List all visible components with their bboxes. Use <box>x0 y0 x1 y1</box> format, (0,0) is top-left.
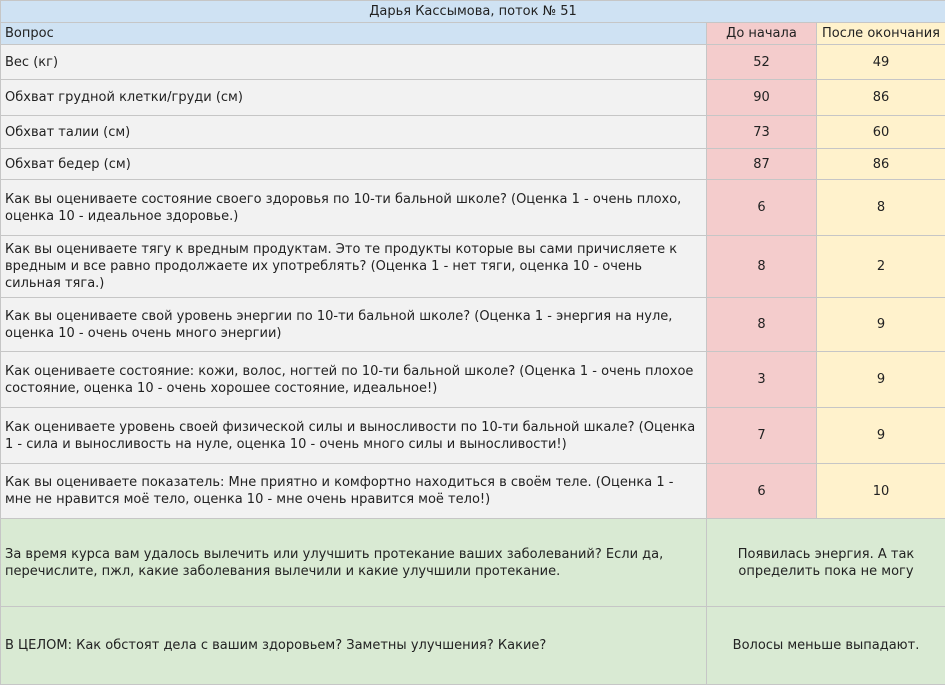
table-row <box>1 116 945 149</box>
before-value: 6 <box>707 464 817 519</box>
table-row <box>1 464 945 519</box>
after-value: 9 <box>817 408 945 464</box>
question-cell: Как оцениваете состояние: кожи, волос, ногтей по 10-ти бальной школе? (Оценка 1 - очень плохое состояние, оценка 10 - очень хорошее состояние, идеальное!) <box>1 352 707 408</box>
table-title: Дарья Кассымова, поток № 51 <box>1 1 945 23</box>
summary-question: За время курса вам удалось вылечить или улучшить протекание ваших заболеваний? Если да, перечислите, пжл, какие заболевания вылечили и какие улучшили протекание. <box>1 519 707 607</box>
summary-question: В ЦЕЛОМ: Как обстоят дела с вашим здоровьем? Заметны улучшения? Какие? <box>1 607 707 685</box>
question-cell: Обхват грудной клетки/груди (см) <box>1 80 707 116</box>
summary-row <box>1 607 945 685</box>
question-cell: Обхват бедер (см) <box>1 149 707 180</box>
before-value: 3 <box>707 352 817 408</box>
before-value: 6 <box>707 180 817 236</box>
question-cell: Как вы оцениваете тягу к вредным продуктам. Это те продукты которые вы сами причисляете к вредным и все равно продолжаете их употреблять? (Оценка 1 - нет тяги, оценка 10 - очень сильная тяга.) <box>1 236 707 298</box>
table-row <box>1 45 945 80</box>
before-value: 90 <box>707 80 817 116</box>
summary-row <box>1 519 945 607</box>
summary-answer: Волосы меньше выпадают. <box>707 607 945 685</box>
after-value: 8 <box>817 180 945 236</box>
after-value: 9 <box>817 298 945 352</box>
before-value: 52 <box>707 45 817 80</box>
before-value: 8 <box>707 298 817 352</box>
after-value: 10 <box>817 464 945 519</box>
header-before: До начала <box>707 23 817 45</box>
before-value: 87 <box>707 149 817 180</box>
table-row <box>1 352 945 408</box>
after-value: 86 <box>817 149 945 180</box>
question-cell: Как вы оцениваете показатель: Мне приятно и комфортно находиться в своём теле. (Оценка 1 - мне не нравится моё тело, оценка 10 - мне очень нравится моё тело!) <box>1 464 707 519</box>
after-value: 9 <box>817 352 945 408</box>
table-row <box>1 80 945 116</box>
question-cell: Как оцениваете уровень своей физической силы и выносливости по 10-ти бальной шкале? (Оценка 1 - сила и выносливость на нуле, оценка 10 - очень много силы и выносливости!) <box>1 408 707 464</box>
question-cell: Как вы оцениваете свой уровень энергии по 10-ти бальной школе? (Оценка 1 - энергия на нуле, оценка 10 - очень очень много энергии) <box>1 298 707 352</box>
after-value: 60 <box>817 116 945 149</box>
table-row <box>1 149 945 180</box>
table-row <box>1 180 945 236</box>
after-value: 49 <box>817 45 945 80</box>
header-after: После окончания <box>817 23 945 45</box>
question-cell: Как вы оцениваете состояние своего здоровья по 10-ти бальной школе? (Оценка 1 - очень плохо, оценка 10 - идеальное здоровье.) <box>1 180 707 236</box>
header-question: Вопрос <box>1 23 707 45</box>
after-value: 86 <box>817 80 945 116</box>
before-value: 8 <box>707 236 817 298</box>
question-cell: Обхват талии (см) <box>1 116 707 149</box>
table-row <box>1 408 945 464</box>
after-value: 2 <box>817 236 945 298</box>
table-row <box>1 236 945 298</box>
before-value: 73 <box>707 116 817 149</box>
before-value: 7 <box>707 408 817 464</box>
question-cell: Вес (кг) <box>1 45 707 80</box>
summary-answer: Появилась энергия. А так определить пока не могу <box>707 519 945 607</box>
table-row <box>1 298 945 352</box>
